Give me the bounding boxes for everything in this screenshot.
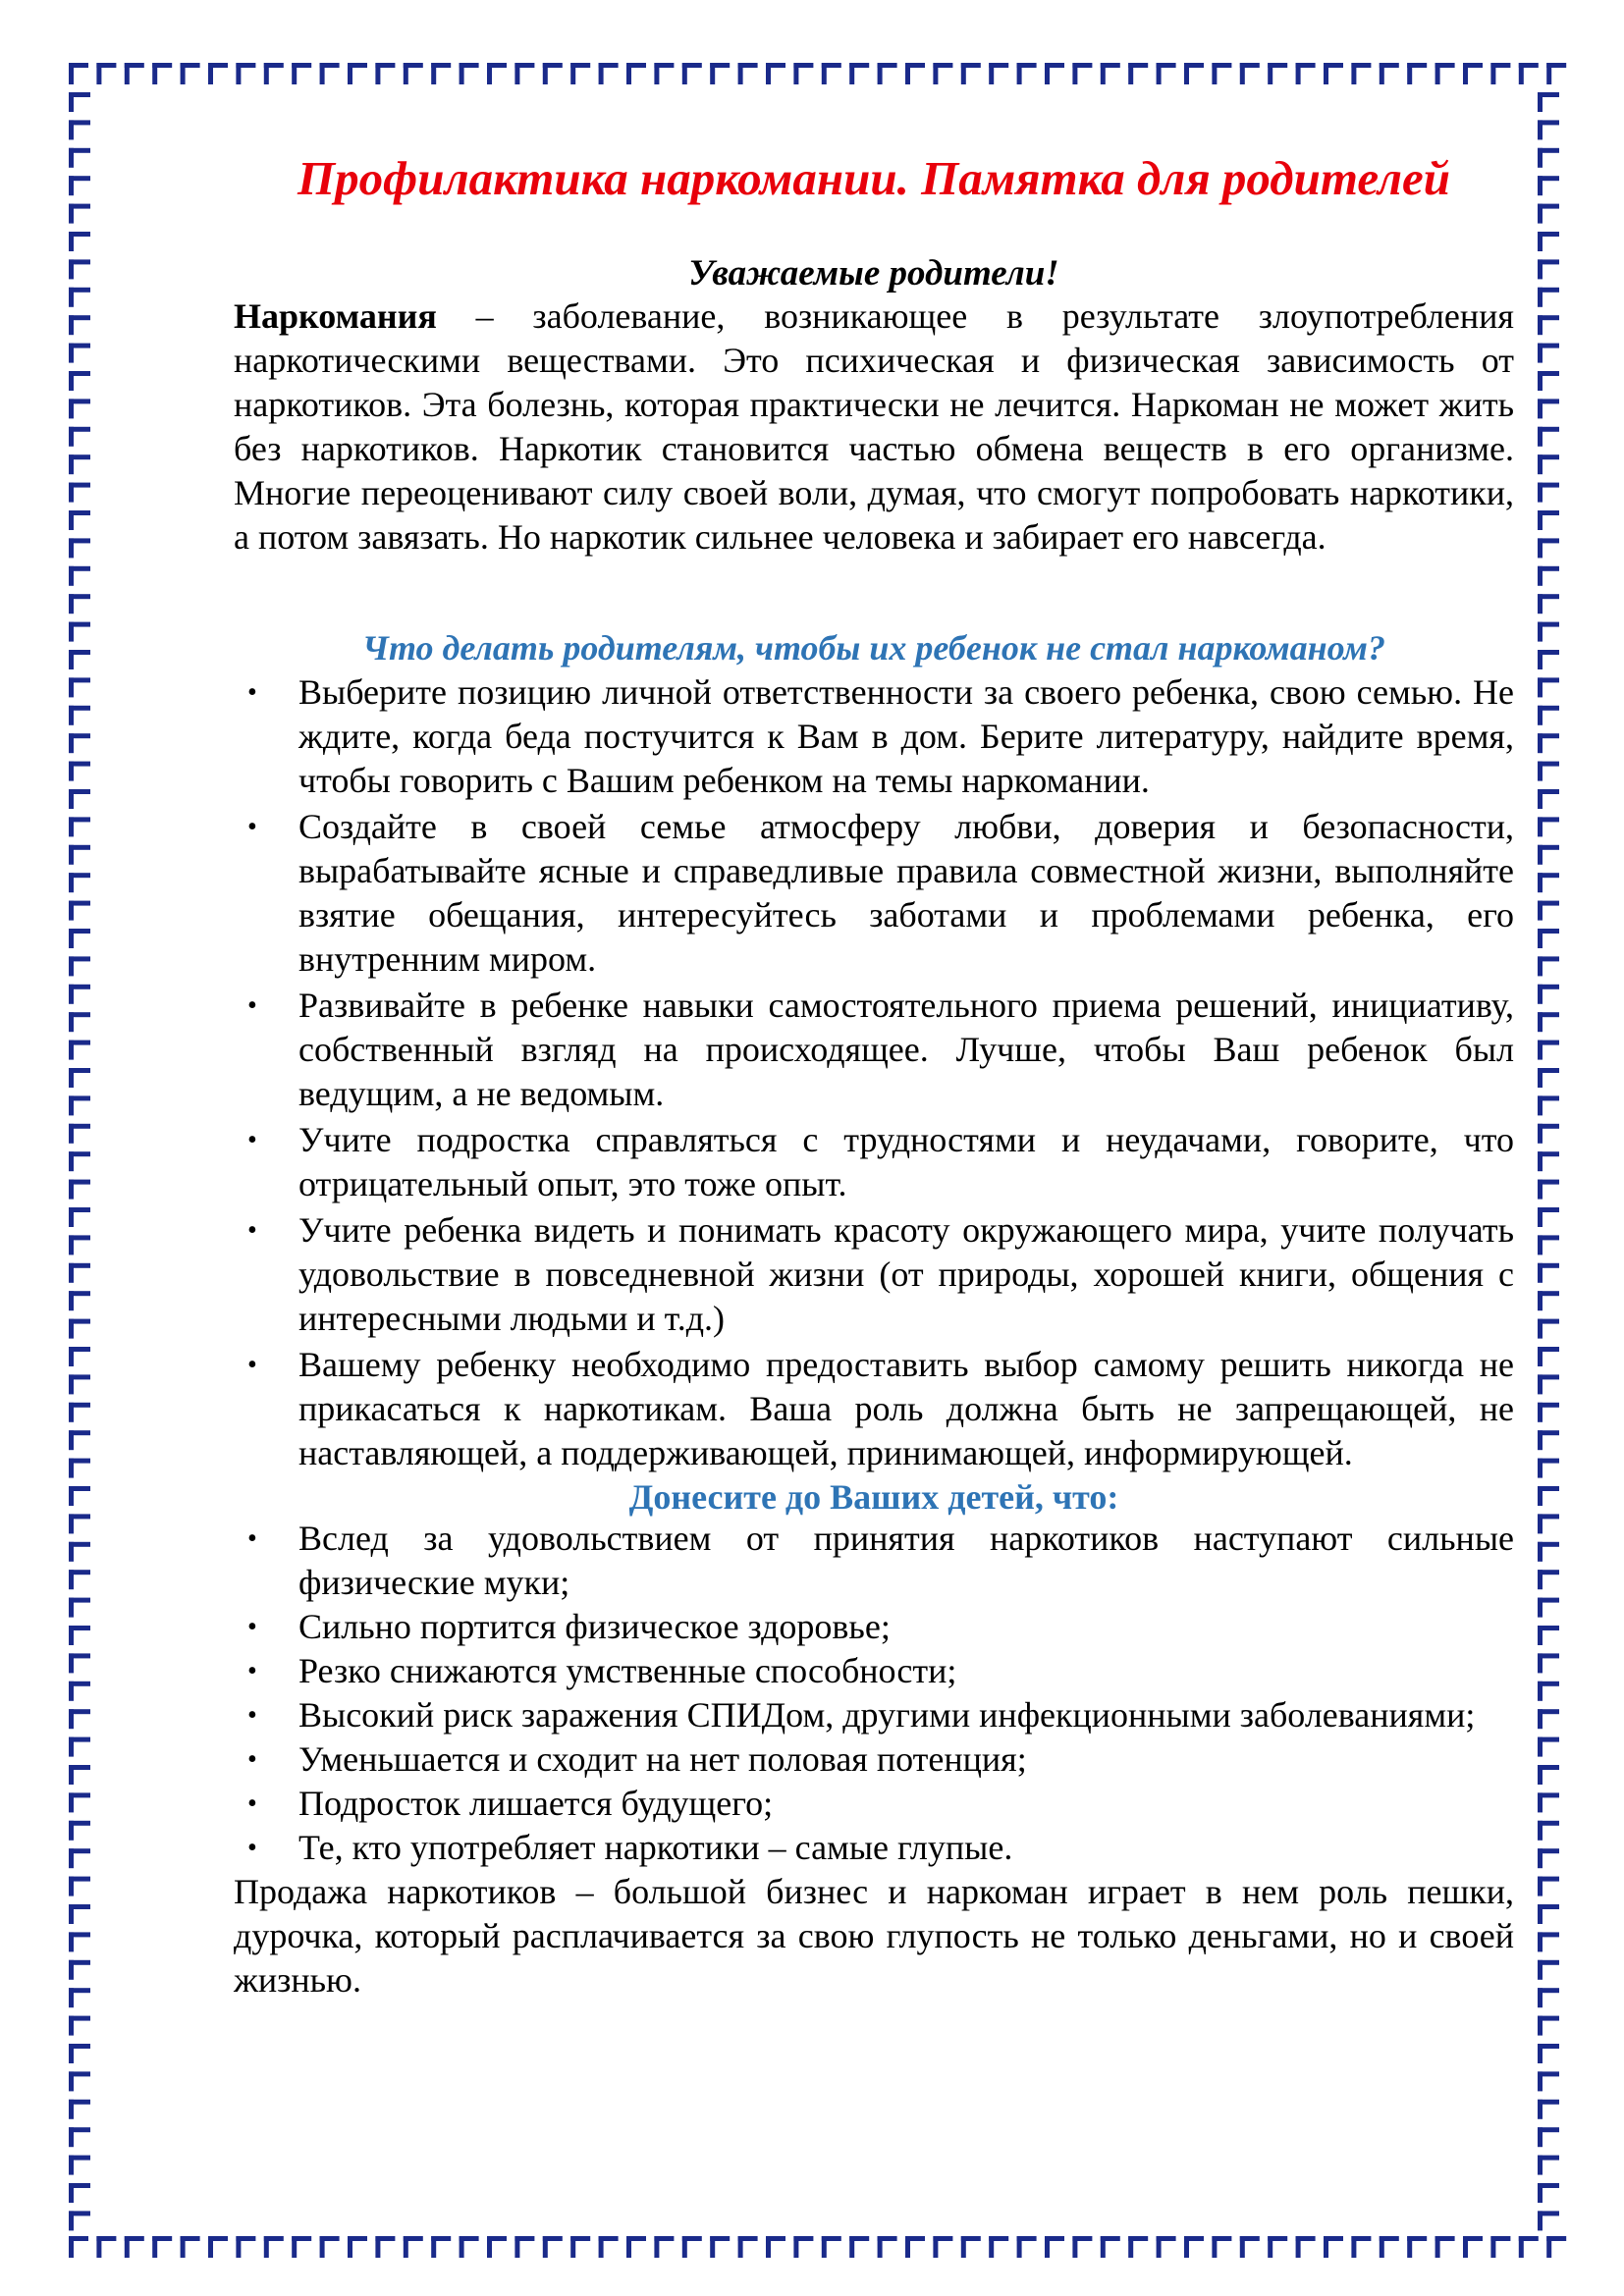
list-item: • Учите подростка справляться с трудностями и неудачами, говорите, что отрицательный опыт, это тоже опыт. <box>234 1118 1514 1206</box>
closing-paragraph: Продажа наркотиков – большой бизнес и наркоман играет в нем роль пешки, дурочка, который расплачивается за свою глупость не только деньгами, но и своей жизнью. <box>234 1872 1514 2000</box>
page-title: Профилактика наркомании. Памятка для родителей <box>298 151 1450 205</box>
list-item: • Выберите позицию личной ответственности за своего ребенка, свою семью. Не ждите, когда беда постучится к Вам в дом. Берите литературу, найдите время, чтобы говорить с Вашим ребенком на темы наркомании. <box>234 670 1514 803</box>
list-item: • Резко снижаются умственные способности; <box>234 1649 1514 1693</box>
section1-list <box>234 670 1514 1475</box>
intro-text: – заболевание, возникающее в результате злоупотребления наркотическими веществами. Это психическая и физическая зависимость от наркотиков. Эта болезнь, которая практически не лечится. Наркоман не может жить без наркотиков. Наркотик становится частью обмена веществ в его организме. Многие переоценивают силу своей воли, думая, что смогут попробовать наркотики, а потом завязать. Но наркотик сильнее человека и забирает его навсегда. <box>234 296 1514 557</box>
document-body <box>234 149 1514 2002</box>
section2-list <box>234 1517 1514 1870</box>
list-item: • Уменьшается и сходит на нет половая потенция; <box>234 1737 1514 1782</box>
list-item: • Создайте в своей семье атмосферу любви, доверия и безопасности, вырабатывайте ясные и справедливые правила совместной жизни, выполняйте взятие обещания, интересуйтесь заботами и проблемами ребенка, его внутренним миром. <box>234 805 1514 982</box>
list-item: • Развивайте в ребенке навыки самостоятельного приема решений, инициативу, собственный взгляд на происходящее. Лучше, чтобы Ваш ребенок был ведущим, а не ведомым. <box>234 984 1514 1116</box>
intro-term: Наркомания <box>234 296 437 336</box>
list-item: • Подросток лишается будущего; <box>234 1782 1514 1826</box>
section2-heading: Донесите до Ваших детей, что: <box>628 1477 1119 1517</box>
greeting-heading: Уважаемые родители! <box>688 253 1059 294</box>
list-item: • Высокий риск заражения СПИДом, другими инфекционными заболеваниями; <box>234 1693 1514 1737</box>
list-item: • Те, кто употребляет наркотики – самые глупые. <box>234 1826 1514 1870</box>
list-item: • Сильно портится физическое здоровье; <box>234 1605 1514 1649</box>
list-item: • Вашему ребенку необходимо предоставить выбор самому решить никогда не прикасаться к наркотикам. Ваша роль должна быть не запрещающей, не наставляющей, а поддерживающей, принимающей, информирующей. <box>234 1343 1514 1475</box>
list-item: • Вслед за удовольствием от принятия наркотиков наступают сильные физические муки; <box>234 1517 1514 1605</box>
section1-heading: Что делать родителям, чтобы их ребенок не стал наркоманом? <box>362 628 1385 667</box>
list-item: • Учите ребенка видеть и понимать красоту окружающего мира, учите получать удовольствие в повседневной жизни (от природы, хорошей книги, общения с интересными людьми и т.д.) <box>234 1208 1514 1341</box>
intro-paragraph <box>234 294 1514 560</box>
